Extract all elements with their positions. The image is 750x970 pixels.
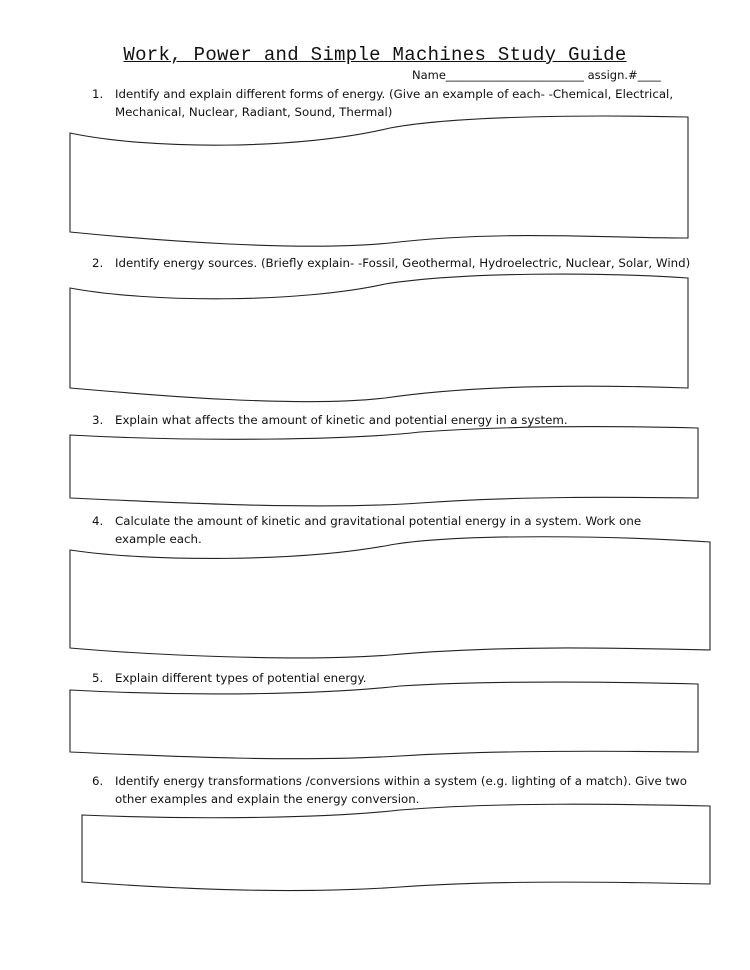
page-title: Work, Power and Simple Machines Study Guide — [123, 44, 627, 66]
question-number: 4. — [92, 514, 104, 528]
answer-box-4[interactable] — [70, 537, 710, 658]
answer-box-5[interactable] — [70, 682, 698, 759]
answer-box-3[interactable] — [70, 427, 698, 506]
answer-box-6[interactable] — [82, 804, 710, 890]
name-assign-line: Name________________________ assign.#____ — [412, 68, 661, 82]
answer-box-1[interactable] — [70, 116, 688, 246]
question-text: Identify energy sources. (Briefly explain- -Fossil, Geothermal, Hydroelectric, Nuclear, Solar, Wind) — [115, 256, 691, 270]
question-text: Identify and explain different forms of energy. (Give an example of each- -Chemical, Electrical, Mechanical, Nuclear, Radiant, Sound, Thermal) — [115, 87, 674, 119]
question-number: 1. — [92, 87, 104, 101]
question-text: Explain what affects the amount of kinetic and potential energy in a system. — [115, 413, 568, 427]
question-text: Identify energy transformations /conversions within a system (e.g. lighting of a match). Give two other examples and explain the energy conversion. — [115, 774, 688, 806]
question-text: Calculate the amount of kinetic and gravitational potential energy in a system. Work one example each. — [115, 514, 642, 546]
question-number: 5. — [92, 671, 104, 685]
question-number: 3. — [92, 413, 104, 427]
question-number: 2. — [92, 256, 104, 270]
answer-box-2[interactable] — [70, 274, 688, 402]
question-text: Explain different types of potential energy. — [115, 671, 367, 685]
question-number: 6. — [92, 774, 104, 788]
